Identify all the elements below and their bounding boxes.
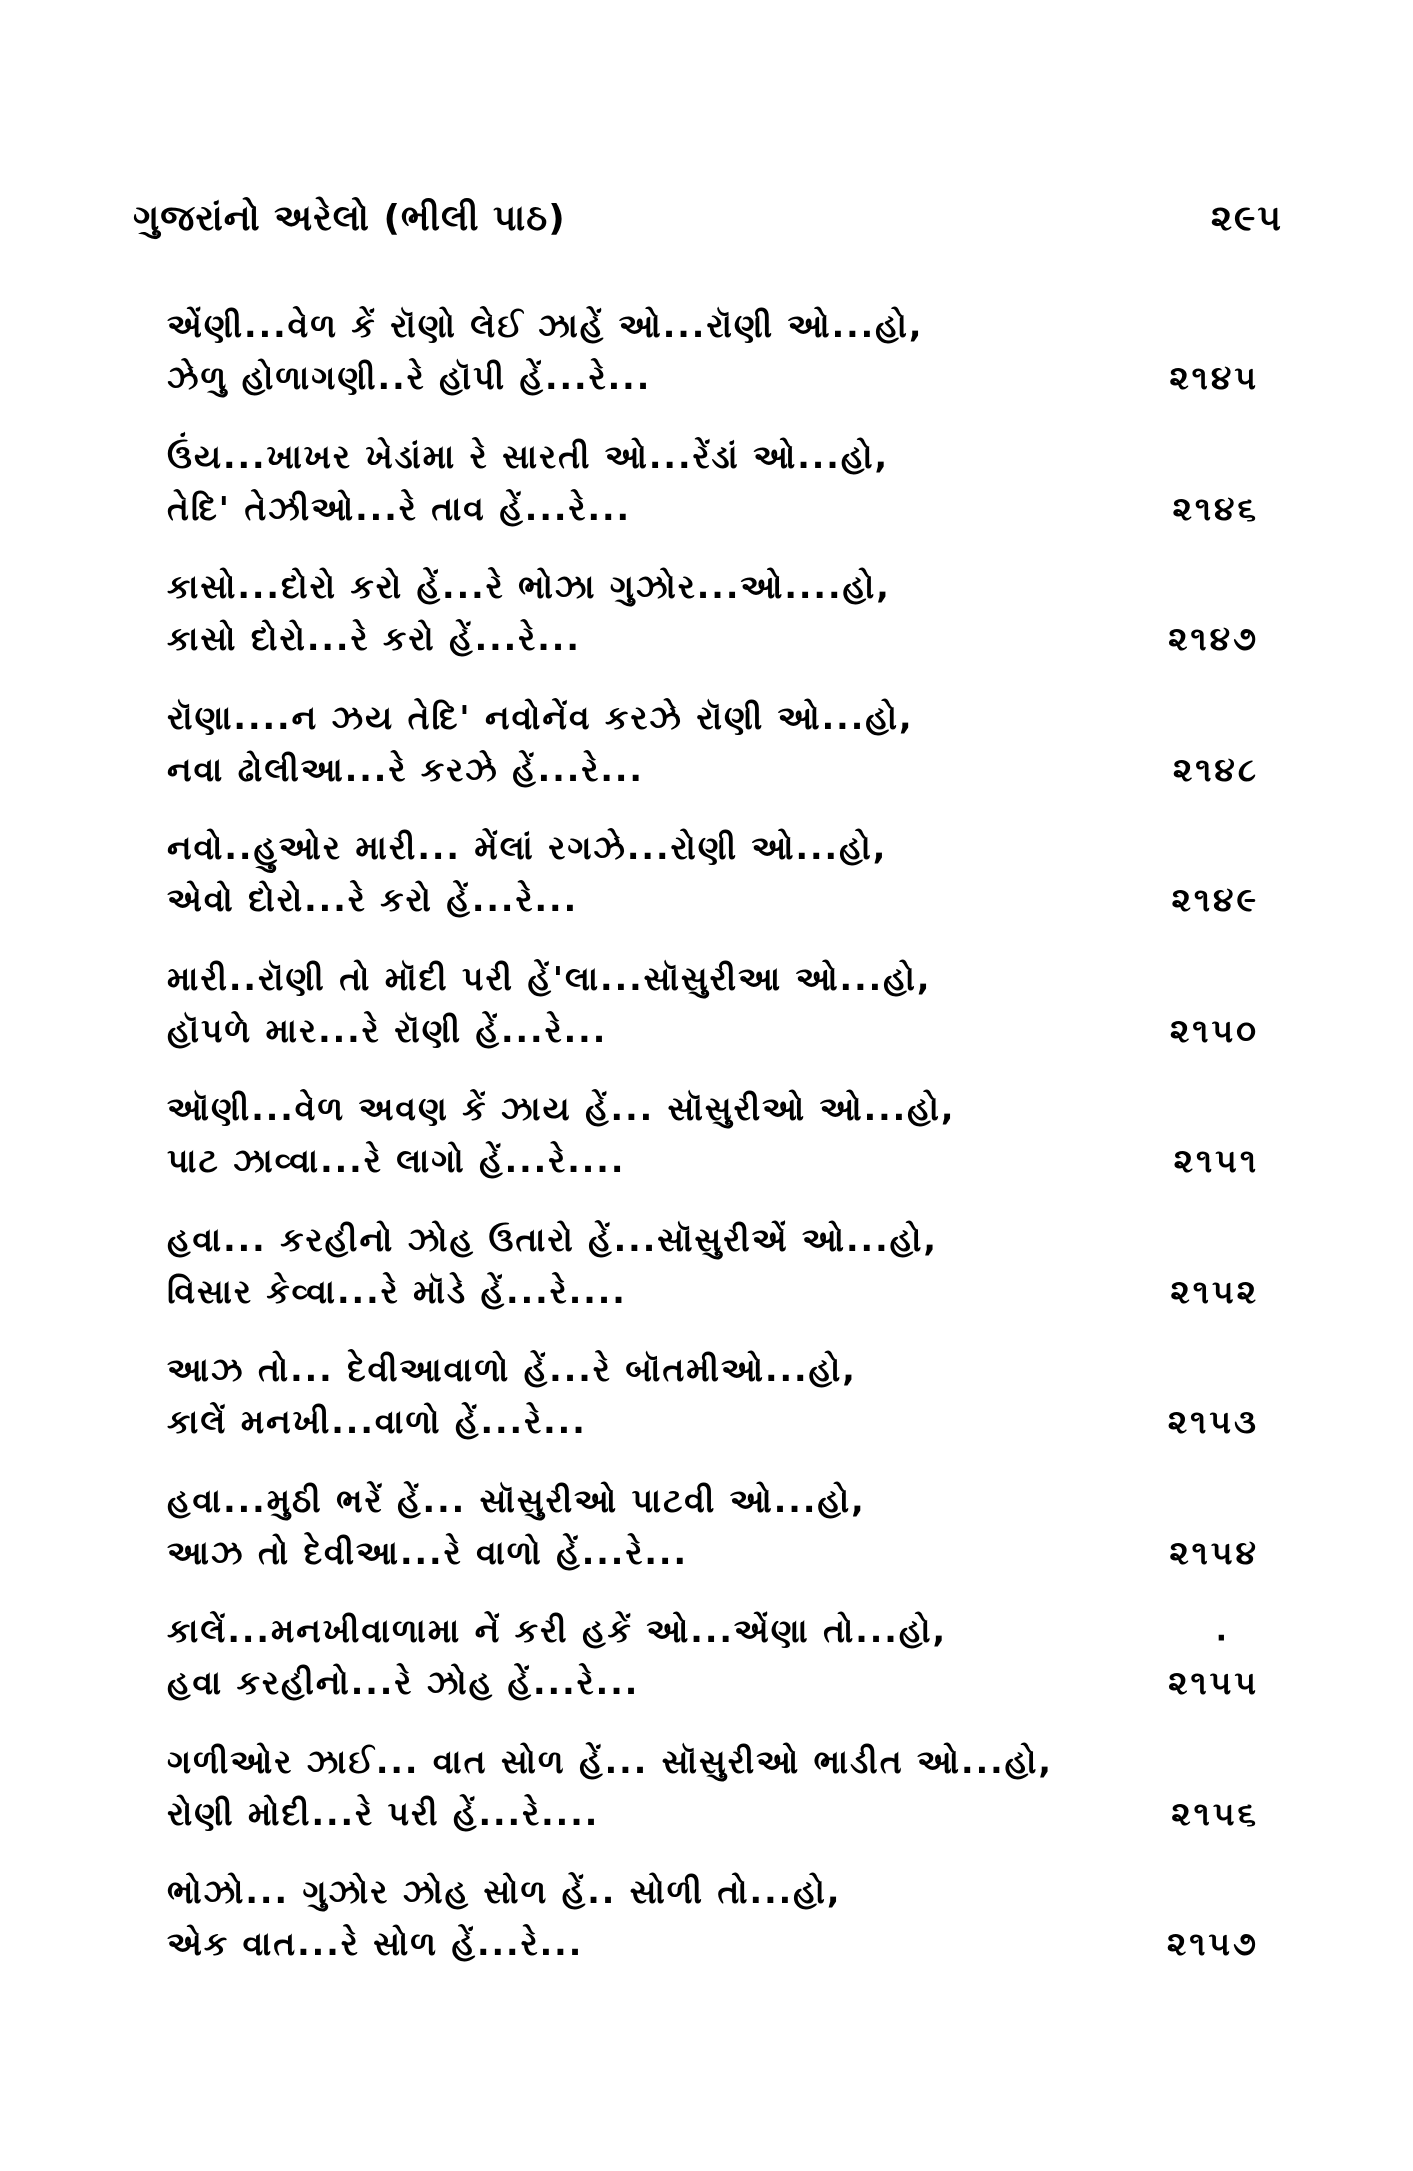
- verse-line-2: [167, 1266, 1259, 1318]
- verse-number: ૨૧૫૫: [1168, 1663, 1259, 1702]
- verse-line-2: [167, 1135, 1259, 1187]
- page-number: ૨૯૫: [1210, 198, 1283, 239]
- verse-number: ૨૧૪૫: [1169, 358, 1259, 397]
- verse-number: ૨૧૫૨: [1170, 1271, 1259, 1311]
- verse-number: ૨૧૫૧: [1173, 1141, 1259, 1180]
- verse-list: [167, 300, 1259, 1997]
- verse-number: ૨૧૫૪: [1169, 1532, 1259, 1572]
- verse-line-1: હવા... કરહીનો ઝોહ ઉતારો હેં...સૉસુરીએં ઓ...હો,: [167, 1219, 938, 1259]
- verse-number: ૨૧૪૬: [1172, 488, 1259, 528]
- verse-line-2-text: રોણી મોદી...રે પરી હેં...રે....: [167, 1793, 600, 1833]
- stanza-2145: [167, 300, 1259, 431]
- stanza-2152: [167, 1214, 1259, 1345]
- verse-line-2: [167, 613, 1259, 665]
- verse-line-2: [167, 744, 1259, 796]
- stanza-2148: [167, 692, 1259, 823]
- verse-line-2: [167, 1527, 1259, 1579]
- verse-line-1: કાલેં...મનખીવાળામા નેં કરી હકેં ઓ...એંણા તો...હો,: [167, 1611, 948, 1650]
- verse-number: ૨૧૫૦: [1169, 1010, 1259, 1050]
- verse-line-1: આઝ તો... દેવીઆવાળો હેં...રે બૉતમીઓ...હો,: [167, 1350, 857, 1389]
- verse-line-1: નવો..હુઓર મારી... મેંલાં રગઝે...રોણી ઓ...હો,: [167, 828, 888, 867]
- verse-line-2: [167, 874, 1259, 926]
- verse-line-1: મારી..રૉણી તો મૉદી પરી હેં'લા...સૉસુરીઆ ઓ...હો,: [167, 958, 932, 998]
- verse-line-2-text: હવા કરહીનો...રે ઝોહ હેં...રે...: [167, 1663, 640, 1702]
- stanza-2153: [167, 1344, 1259, 1475]
- verse-line-1: હવા...મુઠી ભરેં હેં... સૉસુરીઓ પાટવી ઓ...હો,: [167, 1480, 866, 1520]
- verse-line-2: [167, 1396, 1259, 1448]
- verse-line-2-text: તેદિ' તેઝીઓ...રે તાવ હેં...રે...: [167, 488, 632, 528]
- verse-number: ૨૧૫૭: [1166, 1924, 1259, 1963]
- stanza-2154: [167, 1475, 1259, 1606]
- stanza-2151: [167, 1083, 1259, 1214]
- verse-line-1: ઉંય...ખાખર ખેડાંમા રે સારતી ઓ...રેંડાં ઓ...હો,: [167, 436, 890, 476]
- running-header: [133, 198, 1283, 258]
- stanza-2157: [167, 1866, 1259, 1997]
- stanza-2147: [167, 561, 1259, 692]
- verse-line-2-text: ઝેળુ હોળાગણી..રે હૉપી હેં...રે...: [167, 358, 652, 397]
- verse-line-1: કાસો...દોરો કરો હેં...રે ભોઝા ગુઝોર...ઓ....હો,: [167, 567, 891, 606]
- verse-line-1: ઑણી...વેળ અવણ કેં ઝાય હેં... સૉસુરીઓ ઓ...હો,: [167, 1089, 956, 1128]
- verse-line-1: ભોઝો... ગુઝોર ઝોહ સોળ હેં.. સોળી તો...હો,: [167, 1872, 842, 1911]
- verse-line-2: [167, 1788, 1259, 1840]
- stray-dot-mark: ·: [1215, 1621, 1229, 1656]
- stanza-2149: [167, 822, 1259, 953]
- verse-line-2-text: આઝ તો દેવીઆ...રે વાળો હેં...રે...: [167, 1532, 689, 1572]
- stanza-2155: [167, 1605, 1259, 1736]
- verse-line-2: [167, 483, 1259, 535]
- verse-line-1: એંણી...વેળ કેં રૉણો લેઈ ઝાહેં ઓ...રૉણી ઓ...હો,: [167, 306, 924, 345]
- verse-line-2: [167, 1005, 1259, 1057]
- verse-number: ૨૧૫૬: [1171, 1793, 1259, 1833]
- verse-line-2-text: કાલેં મનખી...વાળો હેં...રે...: [167, 1402, 587, 1441]
- verse-line-2-text: એવો દોરો...રે કરો હેં...રે...: [167, 880, 579, 919]
- verse-line-2-text: વિસાર કેવ્વા...રે મૉડે હેં...રે....: [167, 1271, 627, 1311]
- verse-number: ૨૧૪૭: [1168, 619, 1259, 658]
- verse-number: ૨૧૫૩: [1167, 1402, 1259, 1441]
- chapter-title: ગુજરાંનો અરેલો (ભીલી પાઠ): [133, 198, 566, 239]
- verse-line-2-text: કાસો દોરો...રે કરો હેં...રે...: [167, 619, 581, 658]
- stanza-2146: [167, 431, 1259, 562]
- verse-line-2-text: પાટ ઝાવ્વા...રે લાગો હેં...રે....: [167, 1141, 626, 1180]
- verse-number: ૨૧૪૯: [1171, 880, 1259, 919]
- stanza-2150: [167, 953, 1259, 1084]
- verse-line-2-text: એક વાત...રે સોળ હેં...રે...: [167, 1924, 584, 1963]
- stanza-2156: [167, 1736, 1259, 1867]
- verse-number: ૨૧૪૮: [1172, 749, 1259, 789]
- verse-line-1: ગળીઓર ઝાઈ... વાત સોળ હેં... સૉસુરીઓ ભાડીત ઓ...હો,: [167, 1741, 1053, 1781]
- verse-line-2: [167, 352, 1259, 404]
- verse-line-2: [167, 1918, 1259, 1970]
- verse-line-2-text: નવા ઢોલીઆ...રે કરઝે હેં...રે...: [167, 749, 644, 789]
- verse-line-2-text: હૉપળે માર...રે રૉણી હેં...રે...: [167, 1010, 608, 1050]
- verse-line-1: રૉણા....ન ઝય તેદિ' નવોનેંવ કરઝે રૉણી ઓ...હો,: [167, 697, 914, 737]
